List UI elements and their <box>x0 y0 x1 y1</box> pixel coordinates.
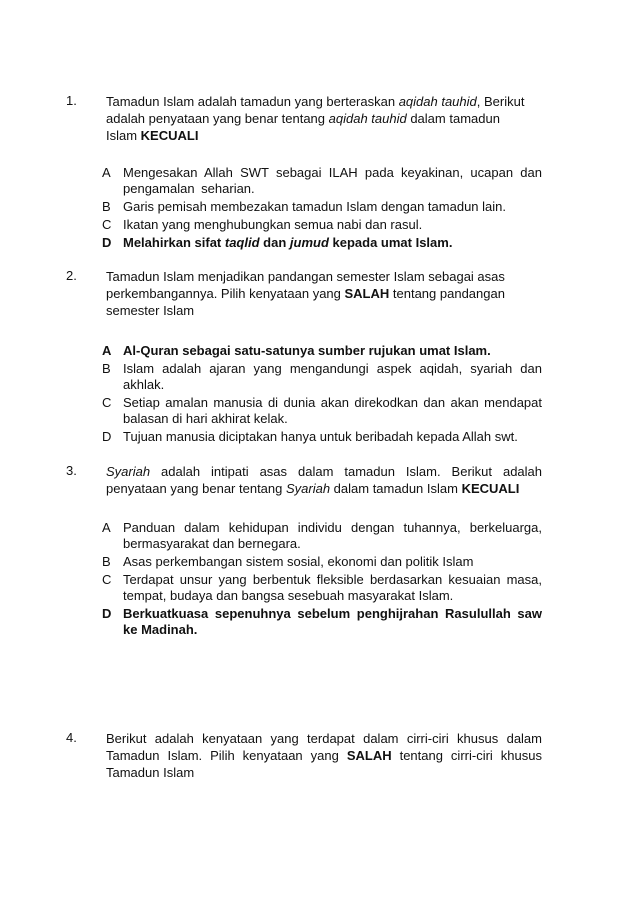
stem-text: , Berikut adalah penyataan yang benar tentang <box>106 94 525 126</box>
option-letter: B <box>102 554 111 569</box>
question-number: 3. <box>66 463 77 478</box>
option-letter: A <box>102 343 112 358</box>
option-c[interactable] <box>102 217 542 233</box>
stem-text: Berikut adalah kenyataan yang terdapat dalam cirri-ciri khusus dalam Tamadun Islam. Pilih kenyataan yang <box>106 731 542 763</box>
option-letter: D <box>102 235 112 250</box>
option-text: Al-Quran sebagai satu-satunya sumber rujukan umat Islam. <box>123 343 491 358</box>
option-text <box>123 235 542 251</box>
option-text: Terdapat unsur yang berbentuk fleksible berdasarkan kesuaian masa, tempat, budaya dan bangsa sesebuah masyarakat Islam. <box>123 572 542 603</box>
stem-text: Tamadun Islam menjadikan pandangan semester Islam sebagai asas perkembangannya. Pilih kenyataan yang <box>106 269 505 301</box>
option-text: Mengesakan Allah SWT sebagai ILAH pada keyakinan, ucapan dan pengamalan seharian. <box>123 165 542 196</box>
option-text: Asas perkembangan sistem sosial, ekonomi dan politik Islam <box>123 554 474 569</box>
stem-italic: Syariah <box>106 464 151 479</box>
option-b[interactable] <box>102 554 542 570</box>
option-italic: taqlid <box>224 235 260 250</box>
stem-bold: SALAH <box>346 748 392 763</box>
option-letter: C <box>102 572 112 587</box>
option-c[interactable] <box>102 395 542 427</box>
stem-bold: SALAH <box>344 286 390 301</box>
option-d-answer[interactable] <box>102 606 542 638</box>
question-number: 2. <box>66 268 77 283</box>
option-text: Garis pemisah membezakan tamadun Islam dengan tamadun lain. <box>123 199 506 214</box>
question-stem <box>106 268 516 319</box>
option-text-part: Melahirkan sifat <box>123 235 225 250</box>
option-a[interactable] <box>102 520 542 552</box>
option-letter: A <box>102 165 111 180</box>
question-stem <box>106 463 542 497</box>
stem-text: Tamadun Islam adalah tamadun yang berteraskan <box>106 94 399 109</box>
stem-text: tentang cirri-ciri khusus Tamadun Islam <box>106 748 542 780</box>
question-stem <box>106 93 526 144</box>
options-list <box>102 165 542 253</box>
option-b[interactable] <box>102 361 542 393</box>
option-letter: C <box>102 217 112 232</box>
option-letter: A <box>102 520 111 535</box>
option-a[interactable] <box>102 165 542 197</box>
stem-bold: KECUALI <box>461 481 520 496</box>
option-d-answer[interactable] <box>102 235 542 251</box>
option-text-part: kepada umat Islam. <box>328 235 453 250</box>
option-text-part: dan <box>259 235 290 250</box>
stem-bold: KECUALI <box>140 128 199 143</box>
option-text: Islam adalah ajaran yang mengandungi aspek aqidah, syariah dan akhlak. <box>123 361 542 392</box>
options-list <box>102 343 542 447</box>
stem-italic: aqidah tauhid <box>398 94 477 109</box>
option-d[interactable] <box>102 429 542 445</box>
question-stem <box>106 730 542 781</box>
option-italic: jumud <box>289 235 329 250</box>
stem-text: adalah intipati asas dalam tamadun Islam. Berikut adalah penyataan yang benar tentang <box>106 464 542 496</box>
option-c[interactable] <box>102 572 542 604</box>
option-a-answer[interactable] <box>102 343 542 359</box>
option-text: Panduan dalam kehidupan individu dengan tuhannya, berkeluarga, bermasyarakat dan bernegara. <box>123 520 542 551</box>
stem-text: dalam tamadun Islam <box>106 111 500 143</box>
stem-italic: Syariah <box>285 481 331 496</box>
stem-text: tentang pandangan semester Islam <box>106 286 505 318</box>
stem-italic: aqidah tauhid <box>328 111 407 126</box>
option-letter: B <box>102 361 111 376</box>
stem-text: dalam tamadun Islam <box>330 481 462 496</box>
option-letter: B <box>102 199 111 214</box>
option-text: Tujuan manusia diciptakan hanya untuk beribadah kepada Allah swt. <box>123 429 518 444</box>
option-b[interactable] <box>102 199 542 215</box>
option-text: Setiap amalan manusia di dunia akan direkodkan dan akan mendapat balasan di hari akhirat kelak. <box>123 395 542 426</box>
option-text: Ikatan yang menghubungkan semua nabi dan rasul. <box>123 217 423 232</box>
option-text: Berkuatkuasa sepenuhnya sebelum penghijrahan Rasulullah saw ke Madinah. <box>123 606 542 637</box>
question-number: 1. <box>66 93 77 108</box>
options-list <box>102 520 542 640</box>
option-letter: C <box>102 395 112 410</box>
option-letter: D <box>102 606 112 621</box>
option-letter: D <box>102 429 112 444</box>
question-number: 4. <box>66 730 77 745</box>
